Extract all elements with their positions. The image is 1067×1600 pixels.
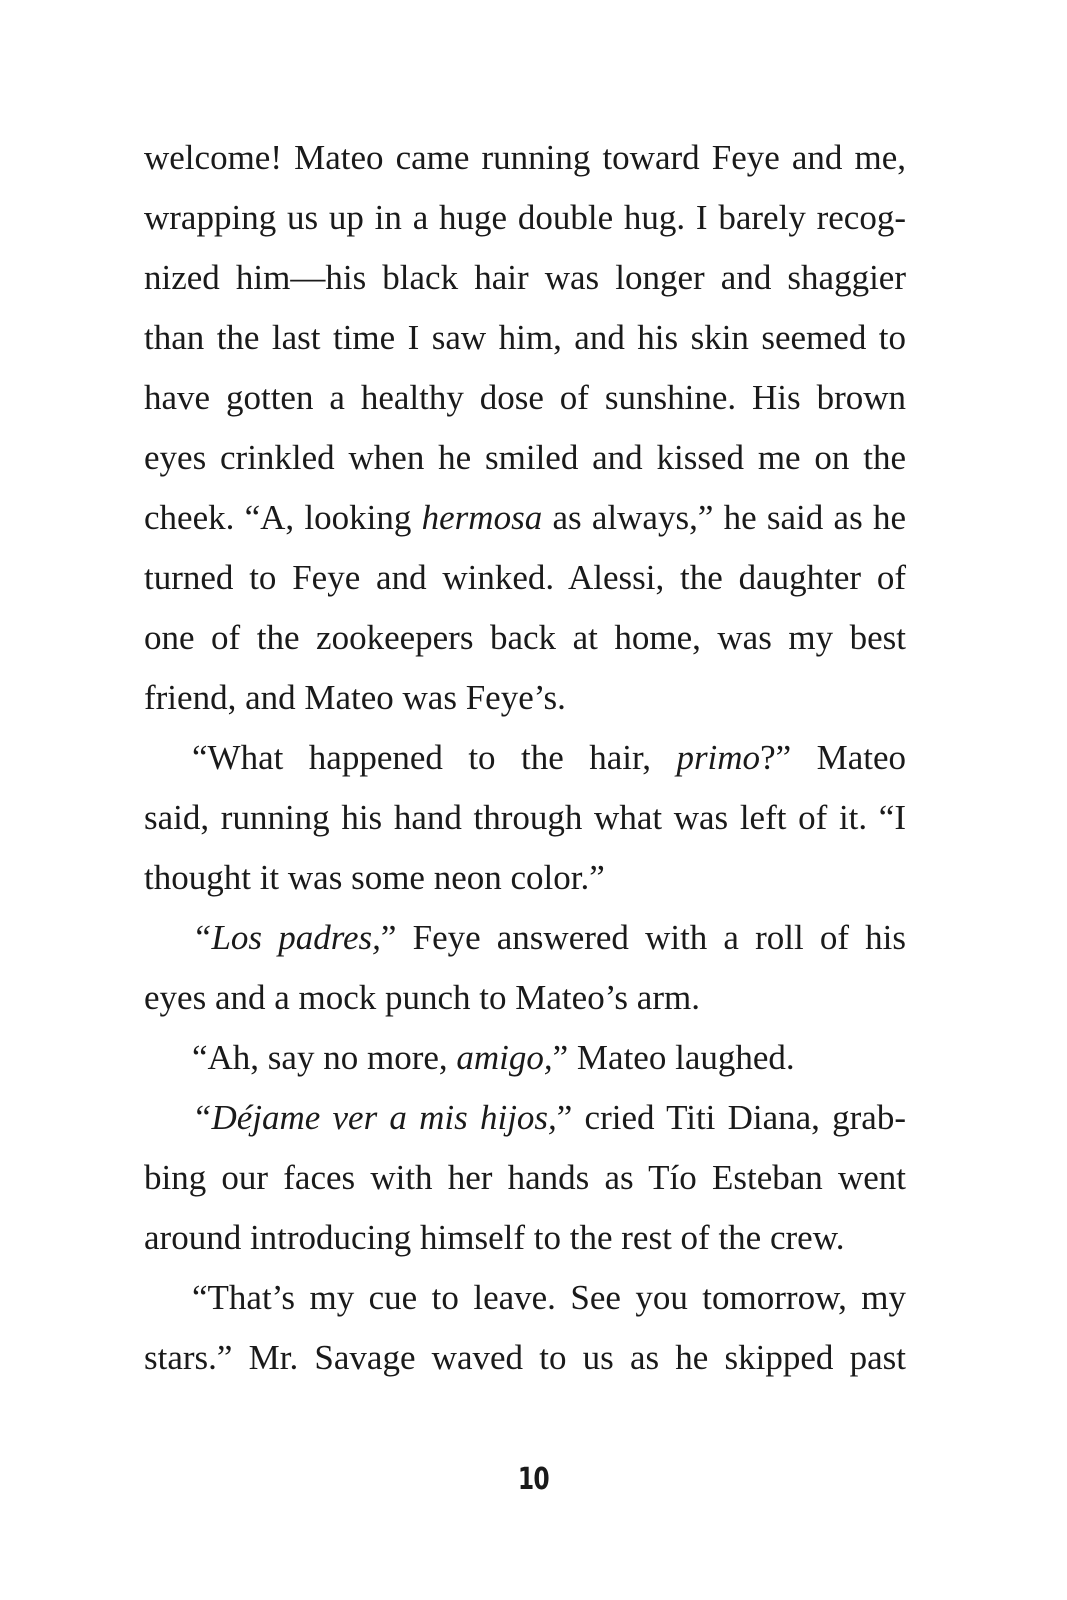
text-line-21: stars.” Mr. Savage waved to us as he skipped past	[144, 1338, 906, 1377]
body-text	[144, 128, 906, 1388]
text-line-2: wrapping us up in a huge double hug. I barely recog-	[144, 198, 906, 237]
text-line-3: nized him—his black hair was longer and shaggier	[144, 258, 906, 297]
text-line-1: welcome! Mateo came running toward Feye and me,	[144, 138, 906, 177]
text-line-18: bing our faces with her hands as Tío Esteban went	[144, 1158, 906, 1197]
text-line-7: cheek. “A, looking hermosa as always,” he said as he	[144, 498, 906, 537]
text-line-8: turned to Feye and winked. Alessi, the daughter of	[144, 558, 906, 597]
text-line-11: “What happened to the hair, primo?” Mateo	[192, 738, 906, 777]
text-line-20: “That’s my cue to leave. See you tomorrow, my	[192, 1278, 906, 1317]
text-line-9: one of the zookeepers back at home, was my best	[144, 618, 906, 657]
text-line-10: friend, and Mateo was Feye’s.	[144, 678, 566, 717]
text-line-19: around introducing himself to the rest of the crew.	[144, 1218, 845, 1257]
text-line-14: “Los padres,” Feye answered with a roll of his	[192, 918, 906, 957]
page-number: 10	[517, 1462, 549, 1497]
text-line-13: thought it was some neon color.”	[144, 858, 605, 897]
text-line-15: eyes and a mock punch to Mateo’s arm.	[144, 978, 700, 1017]
text-line-12: said, running his hand through what was left of it. “I	[144, 798, 906, 837]
text-line-17: “Déjame ver a mis hijos,” cried Titi Diana, grab-	[192, 1098, 906, 1137]
text-line-4: than the last time I saw him, and his skin seemed to	[144, 318, 906, 357]
text-line-16: “Ah, say no more, amigo,” Mateo laughed.	[192, 1038, 795, 1077]
text-line-6: eyes crinkled when he smiled and kissed me on the	[144, 438, 906, 477]
text-line-5: have gotten a healthy dose of sunshine. His brown	[144, 378, 906, 417]
